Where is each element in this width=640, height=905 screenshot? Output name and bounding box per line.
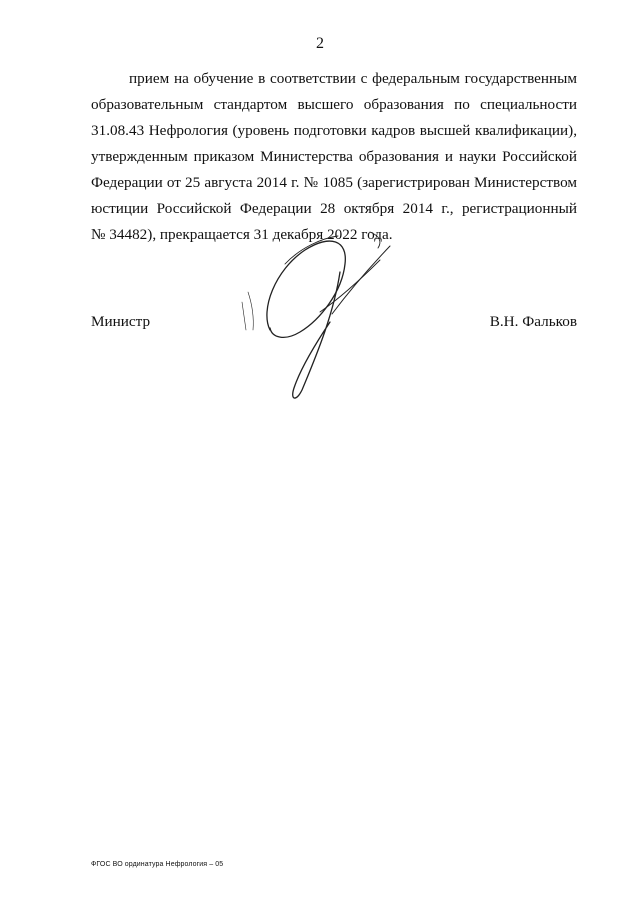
paragraph-line: прием на обучение в соответствии с федеральным государственным <box>129 70 577 87</box>
page-number: 2 <box>316 35 324 52</box>
signer-name: В.Н. Фальков <box>489 313 577 330</box>
paragraph-line: Федерации от 25 августа 2014 г. № 1085 (зарегистрирован Министерством <box>91 174 577 191</box>
paragraph-line: 31.08.43 Нефрология (уровень подготовки кадров высшей квалификации), <box>91 122 577 139</box>
paragraph-line: юстиции Российской Федерации 28 октября 2014 г., регистрационный <box>91 200 577 217</box>
paragraph-line: образовательным стандартом высшего образования по специальности <box>91 96 577 113</box>
paragraph-line: утвержденным приказом Министерства образования и науки Российской <box>91 148 577 165</box>
signer-title: Министр <box>91 313 151 330</box>
footer-label: ФГОС ВО ординатура Нефрология – 05 <box>91 861 224 868</box>
handwritten-signature <box>230 212 400 412</box>
paragraph-line: № 34482), прекращается 31 декабря 2022 года. <box>91 226 393 243</box>
